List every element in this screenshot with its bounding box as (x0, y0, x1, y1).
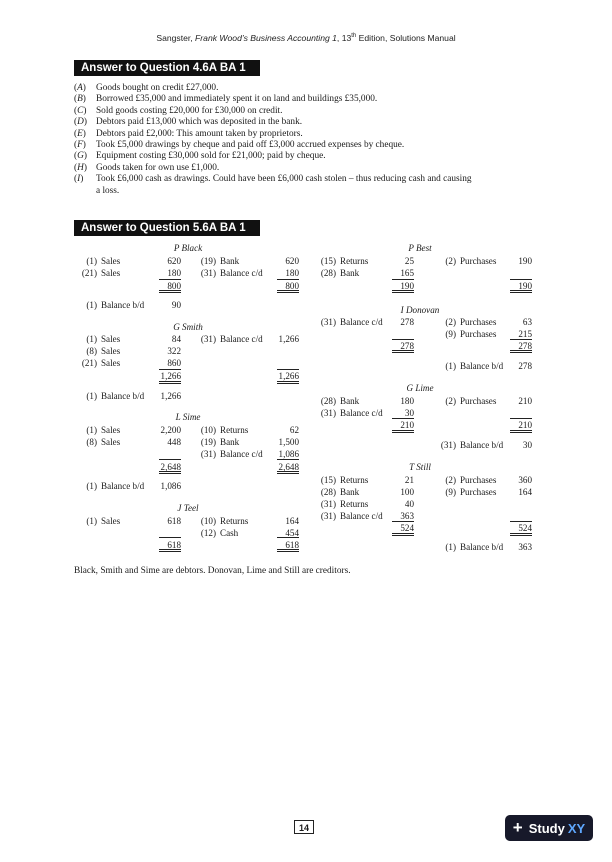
answer-item-label: (F) (74, 140, 86, 151)
debit-amount: 180 (400, 396, 414, 406)
total-rule (392, 290, 414, 291)
credit-ref: (9) (445, 487, 456, 497)
studyxy-logo: + Study XY (505, 815, 593, 841)
debit-amount: 40 (404, 499, 414, 509)
debit-total: 210 (400, 420, 414, 430)
credit-ref: (31) (200, 449, 216, 459)
total-rule (159, 279, 181, 280)
total-rule (510, 430, 532, 431)
credit-amount: 210 (518, 396, 532, 406)
debit-amount: 84 (171, 334, 181, 344)
credit-desc: Bank (220, 256, 240, 266)
total-rule (277, 471, 299, 472)
answer-item-text: Sold goods costing £20,000 for £30,000 on credit. (96, 105, 283, 116)
credit-amount: 620 (285, 256, 299, 266)
debit-desc: Returns (340, 475, 369, 485)
total-rule (510, 352, 532, 353)
credit-amount: 62 (289, 425, 299, 435)
debit-amount: 165 (400, 268, 414, 278)
debit-total: 1,266 (160, 371, 181, 381)
debit-desc: Returns (340, 256, 369, 266)
account-name: J Teel (177, 503, 199, 513)
total-rule (510, 292, 532, 293)
credit-amount: 360 (518, 475, 532, 485)
credit-ref: (12) (200, 528, 216, 538)
debit-amount: 100 (400, 487, 414, 497)
credit-ref: (1) (445, 361, 456, 371)
debit-ref: (15) (320, 256, 336, 266)
credit-amount: 164 (518, 487, 532, 497)
total-rule (277, 459, 299, 460)
debit-desc: Returns (340, 499, 369, 509)
answer-item-label: (G) (74, 151, 87, 162)
total-rule (510, 418, 532, 419)
total-rule (277, 549, 299, 550)
total-rule (159, 473, 181, 474)
account-name: G Lime (406, 383, 434, 393)
debit-amount: 90 (171, 300, 181, 310)
credit-amount: 215 (518, 329, 532, 339)
credit-ref: (1) (445, 542, 456, 552)
credit-total: 618 (285, 540, 299, 550)
total-rule (159, 381, 181, 382)
debit-desc: Sales (101, 346, 121, 356)
total-rule (392, 521, 414, 522)
credit-total: 2,648 (278, 462, 299, 472)
total-rule (392, 352, 414, 353)
total-rule (159, 459, 181, 460)
debit-ref: (1) (86, 481, 97, 491)
credit-ref: (31) (200, 334, 216, 344)
answer-item-text: Goods bought on credit £27,000. (96, 83, 219, 93)
credit-amount: 30 (522, 440, 532, 450)
credit-total: 210 (518, 420, 532, 430)
debit-amount: 860 (167, 358, 181, 368)
credit-total: 800 (285, 281, 299, 291)
credit-ref: (2) (445, 475, 456, 485)
page-number: 14 (294, 820, 314, 834)
total-rule (277, 292, 299, 293)
total-rule (277, 279, 299, 280)
debit-desc: Sales (101, 425, 121, 435)
debit-desc: Sales (101, 358, 121, 368)
credit-amount: 1,086 (278, 449, 299, 459)
credit-desc: Balance b/d (460, 440, 504, 450)
total-rule (159, 290, 181, 291)
credit-total: 524 (518, 523, 532, 533)
credit-amount: 164 (285, 516, 299, 526)
credit-amount: 1,266 (278, 334, 299, 344)
credit-desc: Balance c/d (220, 268, 263, 278)
credit-amount: 454 (285, 528, 299, 538)
credit-desc: Purchases (460, 487, 497, 497)
credit-total: 1,266 (278, 371, 299, 381)
credit-desc: Balance b/d (460, 542, 504, 552)
debit-amount: 618 (167, 516, 181, 526)
total-rule (392, 292, 414, 293)
debit-ref: (1) (86, 256, 97, 266)
total-rule (510, 350, 532, 351)
total-rule (510, 533, 532, 534)
account-name: P Black (173, 243, 203, 253)
total-rule (510, 279, 532, 280)
total-rule (392, 339, 414, 340)
credit-desc: Returns (220, 425, 249, 435)
debit-ref: (31) (320, 408, 336, 418)
answer-item-text: Equipment costing £30,000 sold for £21,000; paid by cheque. (96, 151, 326, 162)
credit-ref: (19) (200, 437, 216, 447)
debit-amount: 448 (167, 437, 181, 447)
answer-item-text: Took £6,000 cash as drawings. Could have been £6,000 cash stolen – thus reducing cash and causing (96, 174, 472, 185)
answer-item-label: (C) (74, 105, 87, 116)
credit-desc: Balance c/d (220, 449, 263, 459)
account-name: L Sime (175, 412, 201, 422)
answer-item-label: (H) (74, 162, 87, 173)
debit-total: 524 (400, 523, 414, 533)
total-rule (510, 339, 532, 340)
total-rule (392, 535, 414, 536)
debit-amount: 278 (400, 317, 414, 327)
credit-ref: (9) (445, 329, 456, 339)
debit-ref: (31) (320, 499, 336, 509)
answer-item-text: Debtors paid £2,000: This amount taken by proprietors. (96, 128, 303, 139)
credit-total: 278 (518, 341, 532, 351)
account-name: P Best (408, 243, 432, 253)
debit-amount: 21 (404, 475, 414, 485)
answer-item-text: Took £5,000 drawings by cheque and paid off £3,000 accrued expenses by cheque. (96, 140, 405, 151)
total-rule (392, 418, 414, 419)
debit-amount: 30 (404, 408, 414, 418)
debit-amount: 322 (167, 346, 181, 356)
debit-desc: Bank (340, 396, 360, 406)
debit-ref: (1) (86, 425, 97, 435)
debit-desc: Bank (340, 487, 360, 497)
debit-ref: (31) (320, 317, 336, 327)
credit-desc: Balance b/d (460, 361, 504, 371)
total-rule (392, 432, 414, 433)
credit-amount: 190 (518, 256, 532, 266)
plus-icon: + (512, 818, 523, 837)
total-rule (510, 535, 532, 536)
debit-desc: Sales (101, 268, 121, 278)
debit-amount: 180 (167, 268, 181, 278)
credit-total: 190 (518, 281, 532, 291)
credit-desc: Purchases (460, 475, 497, 485)
debit-amount: 620 (167, 256, 181, 266)
credit-amount: 63 (522, 317, 532, 327)
debit-amount: 2,200 (160, 425, 181, 435)
answer-item-text: Debtors paid £13,000 which was deposited in the bank. (96, 117, 303, 128)
running-header: Sangster, Frank Wood’s Business Accounting 1, 13th Edition, Solutions Manual (156, 33, 456, 43)
debit-total: 2,648 (160, 462, 181, 472)
debit-desc: Sales (101, 437, 121, 447)
total-rule (159, 383, 181, 384)
total-rule (392, 350, 414, 351)
credit-desc: Purchases (460, 396, 497, 406)
debit-ref: (28) (320, 268, 336, 278)
total-rule (510, 521, 532, 522)
credit-desc: Balance c/d (220, 334, 263, 344)
debit-ref: (8) (86, 437, 97, 447)
debit-desc: Sales (101, 256, 121, 266)
debit-amount: 1,266 (160, 391, 181, 401)
total-rule (159, 369, 181, 370)
debit-ref: (8) (86, 346, 97, 356)
total-rule (392, 533, 414, 534)
answer-item-label: (B) (74, 94, 86, 105)
debit-desc: Balance c/d (340, 408, 383, 418)
credit-ref: (2) (445, 256, 456, 266)
answer-item-label: (A) (74, 83, 86, 93)
answer-item-label: (I) (74, 174, 84, 185)
total-rule (277, 537, 299, 538)
question-5-6a-heading: Answer to Question 5.6A BA 1 (74, 220, 260, 236)
total-rule (392, 279, 414, 280)
debit-ref: (21) (81, 358, 97, 368)
credit-desc: Purchases (460, 329, 497, 339)
credit-ref: (2) (445, 317, 456, 327)
credit-ref: (19) (200, 256, 216, 266)
total-rule (277, 551, 299, 552)
debit-ref: (1) (86, 334, 97, 344)
debit-desc: Sales (101, 516, 121, 526)
debit-desc: Sales (101, 334, 121, 344)
credit-amount: 180 (285, 268, 299, 278)
total-rule (159, 292, 181, 293)
answer-item-label: (D) (74, 117, 87, 128)
debit-amount: 1,086 (160, 481, 181, 491)
question-4-6a-heading: Answer to Question 4.6A BA 1 (74, 60, 260, 76)
debit-desc: Balance b/d (101, 481, 145, 491)
credit-desc: Returns (220, 516, 249, 526)
debit-ref: (21) (81, 268, 97, 278)
credit-desc: Cash (220, 528, 239, 538)
credit-ref: (31) (440, 440, 456, 450)
credit-desc: Bank (220, 437, 240, 447)
credit-desc: Purchases (460, 317, 497, 327)
total-rule (277, 383, 299, 384)
debit-ref: (31) (320, 511, 336, 521)
account-name: G Smith (173, 322, 203, 332)
debit-ref: (15) (320, 475, 336, 485)
debit-desc: Bank (340, 268, 360, 278)
debit-ref: (1) (86, 516, 97, 526)
debit-ref: (28) (320, 487, 336, 497)
total-rule (510, 290, 532, 291)
debit-amount: 25 (404, 256, 414, 266)
debit-ref: (28) (320, 396, 336, 406)
debit-desc: Balance c/d (340, 511, 383, 521)
total-rule (277, 381, 299, 382)
debtors-creditors-note: Black, Smith and Sime are debtors. Donovan, Lime and Still are creditors. (74, 566, 351, 576)
debit-total: 190 (400, 281, 414, 291)
credit-desc: Purchases (460, 256, 497, 266)
debit-total: 618 (167, 540, 181, 550)
debit-desc: Balance b/d (101, 391, 145, 401)
total-rule (159, 551, 181, 552)
debit-desc: Balance c/d (340, 317, 383, 327)
total-rule (277, 473, 299, 474)
answer-item-text: Goods taken for own use £1,000. (96, 162, 220, 173)
total-rule (392, 430, 414, 431)
debit-amount: 363 (400, 511, 414, 521)
total-rule (159, 549, 181, 550)
credit-amount: 278 (518, 361, 532, 371)
answer-item-text: a loss. (96, 185, 120, 196)
total-rule (277, 369, 299, 370)
total-rule (277, 290, 299, 291)
total-rule (159, 471, 181, 472)
credit-ref: (10) (200, 516, 216, 526)
debit-ref: (1) (86, 300, 97, 310)
account-name: I Donovan (400, 305, 440, 315)
debit-ref: (1) (86, 391, 97, 401)
credit-ref: (31) (200, 268, 216, 278)
account-name: T Still (409, 462, 431, 472)
credit-amount: 363 (518, 542, 532, 552)
credit-ref: (2) (445, 396, 456, 406)
credit-ref: (10) (200, 425, 216, 435)
total-rule (159, 537, 181, 538)
answer-item-label: (E) (74, 128, 86, 139)
total-rule (510, 432, 532, 433)
debit-total: 278 (400, 341, 414, 351)
credit-amount: 1,500 (278, 437, 299, 447)
debit-total: 800 (167, 281, 181, 291)
debit-desc: Balance b/d (101, 300, 145, 310)
answer-item-text: Borrowed £35,000 and immediately spent it on land and buildings £35,000. (96, 94, 378, 105)
